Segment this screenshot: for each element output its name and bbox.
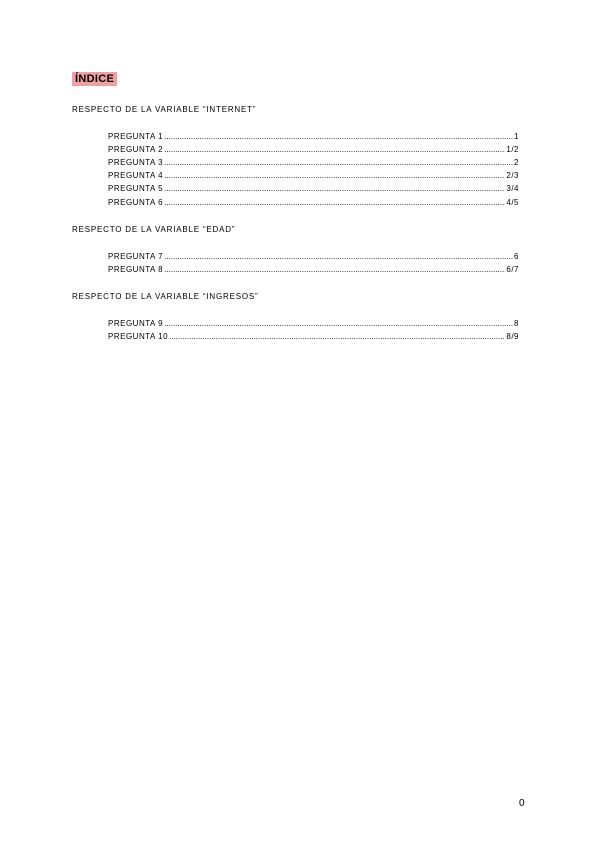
toc-entry-page: 8/9 [506, 332, 519, 341]
toc-entry-page: 3/4 [506, 184, 519, 193]
page-number: 0 [519, 798, 525, 809]
toc-entry[interactable] [108, 144, 519, 155]
toc-entry-label: PREGUNTA 10 [108, 332, 169, 341]
toc-entry-page: 2/3 [506, 171, 519, 180]
toc-leader-dots [164, 131, 513, 142]
toc-entry[interactable] [108, 197, 519, 208]
toc-leader-dots [169, 331, 505, 342]
toc-leader-dots [164, 183, 505, 194]
toc-leader-dots [164, 251, 513, 262]
toc-entry-label: PREGUNTA 1 [108, 132, 164, 141]
toc-entry[interactable] [108, 131, 519, 142]
toc-entry-label: PREGUNTA 7 [108, 252, 164, 261]
toc-entry-page: 1 [514, 132, 519, 141]
toc-leader-dots [164, 318, 513, 329]
toc-entry-page: 4/5 [506, 198, 519, 207]
toc-entry[interactable] [108, 157, 519, 168]
toc-entry-label: PREGUNTA 4 [108, 171, 164, 180]
toc-entry-page: 6/7 [506, 265, 519, 274]
toc-entry-page: 6 [514, 252, 519, 261]
toc-leader-dots [164, 264, 505, 275]
toc-leader-dots [164, 157, 513, 168]
toc-leader-dots [164, 197, 505, 208]
page-title: ÍNDICE [72, 72, 117, 86]
toc-entry-label: PREGUNTA 5 [108, 184, 164, 193]
section-heading-internet: RESPECTO DE LA VARIABLE “INTERNET” [72, 105, 257, 114]
toc-entry-page: 1/2 [506, 145, 519, 154]
toc-entry[interactable] [108, 251, 519, 262]
section-heading-ingresos: RESPECTO DE LA VARIABLE “INGRESOS” [72, 292, 259, 301]
toc-entry-label: PREGUNTA 9 [108, 319, 164, 328]
toc-entry[interactable] [108, 183, 519, 194]
toc-entry[interactable] [108, 264, 519, 275]
toc-entry-label: PREGUNTA 8 [108, 265, 164, 274]
toc-entry-label: PREGUNTA 3 [108, 158, 164, 167]
toc-entry-label: PREGUNTA 2 [108, 145, 164, 154]
toc-entry[interactable] [108, 318, 519, 329]
toc-entry[interactable] [108, 331, 519, 342]
toc-leader-dots [164, 144, 505, 155]
section-heading-edad: RESPECTO DE LA VARIABLE “EDAD” [72, 225, 236, 234]
toc-entry[interactable] [108, 170, 519, 181]
toc-entry-label: PREGUNTA 6 [108, 198, 164, 207]
toc-entry-page: 8 [514, 319, 519, 328]
toc-leader-dots [164, 170, 505, 181]
toc-entry-page: 2 [514, 158, 519, 167]
